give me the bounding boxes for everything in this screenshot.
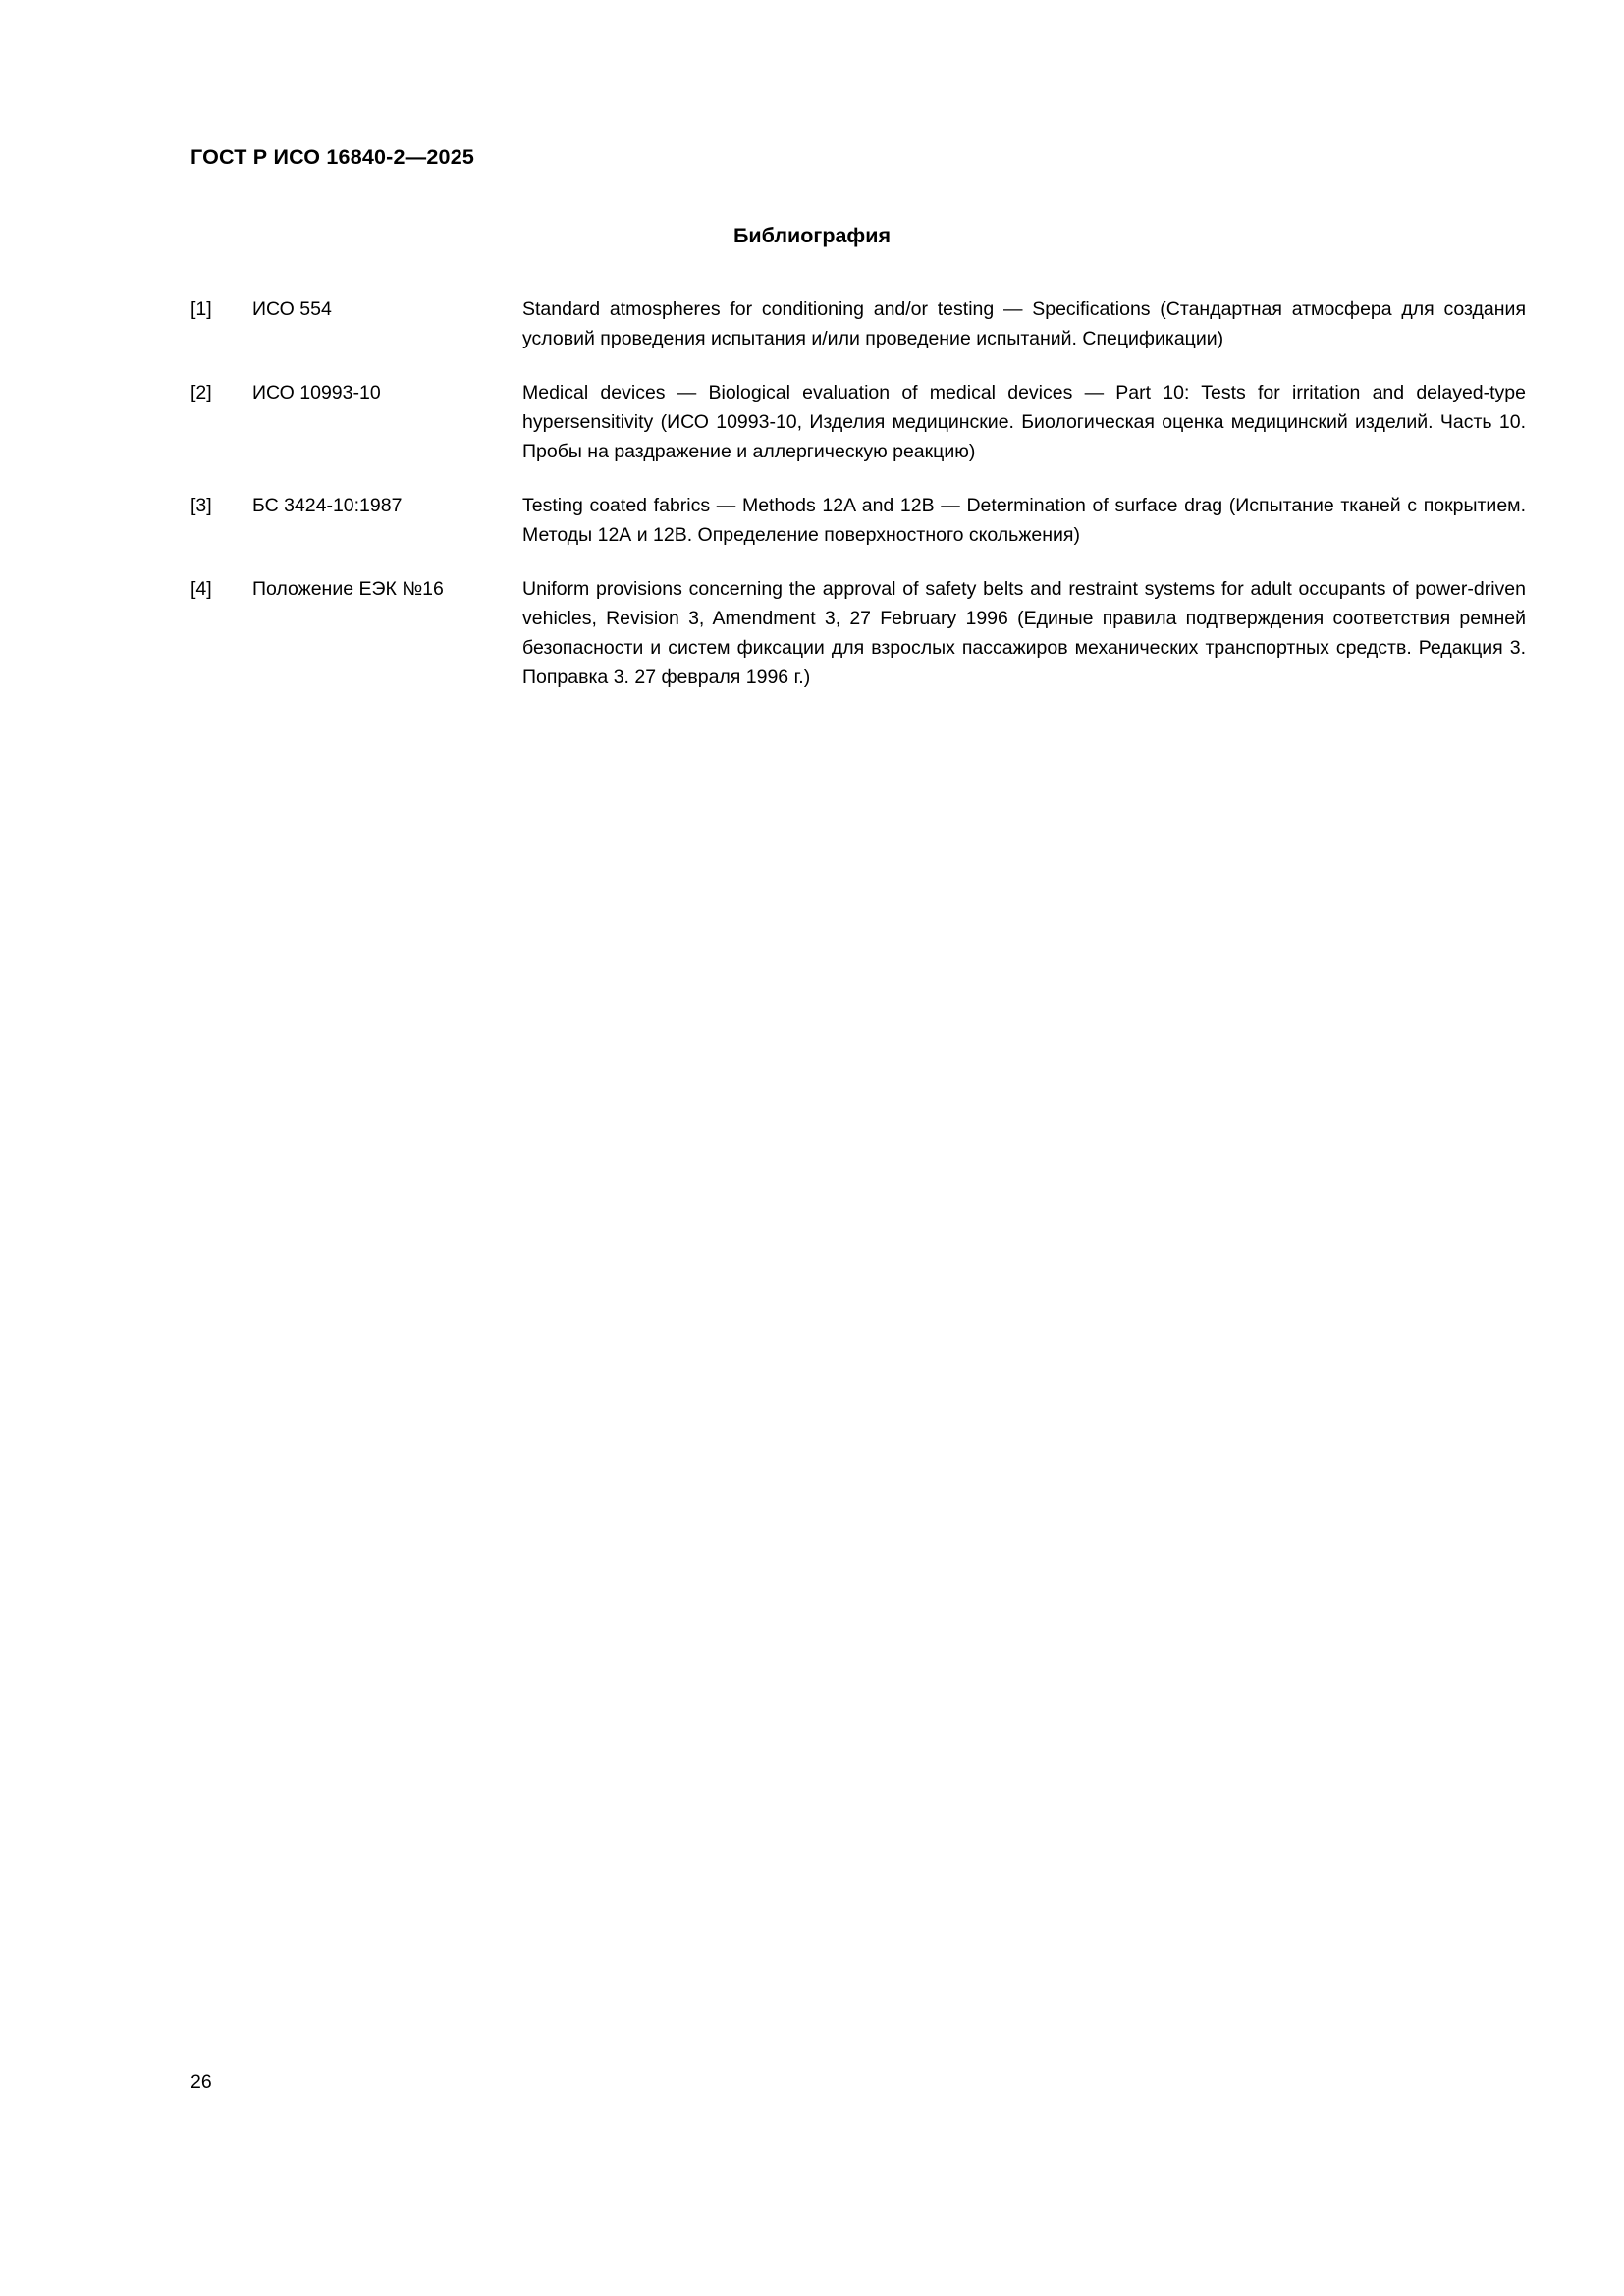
section-title: Библиография bbox=[732, 224, 892, 247]
reference-source: БС 3424-10:1987 bbox=[252, 495, 403, 516]
reference-text: Medical devices — Biological evaluation of medical devices — Part 10: Tests for irritation and delayed-type hypersensitivity (ИСО 10993-10, Изделия медицинские. Биологическая оценка медицинский изделий. Часть 10. Пробы на раздражение и аллергическую реакцию) bbox=[522, 382, 1526, 462]
reference-text: Testing coated fabrics — Methods 12A and 12B — Determination of surface drag (Испытание тканей с покрытием. Методы 12А и 12В. Определение поверхностного скольжения) bbox=[522, 495, 1526, 546]
bibliography-list bbox=[190, 294, 1526, 717]
list-item bbox=[190, 574, 1526, 692]
reference-source: ИСО 554 bbox=[252, 298, 332, 320]
reference-number: [2] bbox=[190, 382, 212, 403]
list-item bbox=[190, 294, 1526, 353]
reference-text: Standard atmospheres for conditioning and/or testing — Specifications (Стандартная атмосфера для создания условий проведения испытания и/или проведение испытаний. Спецификации) bbox=[522, 298, 1526, 349]
page-number: 26 bbox=[190, 2071, 212, 2093]
reference-number: [1] bbox=[190, 298, 212, 320]
reference-number: [4] bbox=[190, 578, 212, 600]
list-item bbox=[190, 378, 1526, 466]
page-header: ГОСТ Р ИСО 16840-2—2025 bbox=[190, 145, 475, 169]
reference-source: Положение ЕЭК №16 bbox=[252, 578, 444, 600]
list-item bbox=[190, 491, 1526, 550]
reference-source: ИСО 10993-10 bbox=[252, 382, 381, 403]
reference-number: [3] bbox=[190, 495, 212, 516]
reference-text: Uniform provisions concerning the approval of safety belts and restraint systems for adult occupants of power-driven vehicles, Revision 3, Amendment 3, 27 February 1996 (Единые правила подтверждения соответствия ремней безопасности и систем фиксации для взрослых пассажиров механических транспортных средств. Редакция 3. Поправка 3. 27 февраля 1996 г.) bbox=[522, 578, 1526, 688]
